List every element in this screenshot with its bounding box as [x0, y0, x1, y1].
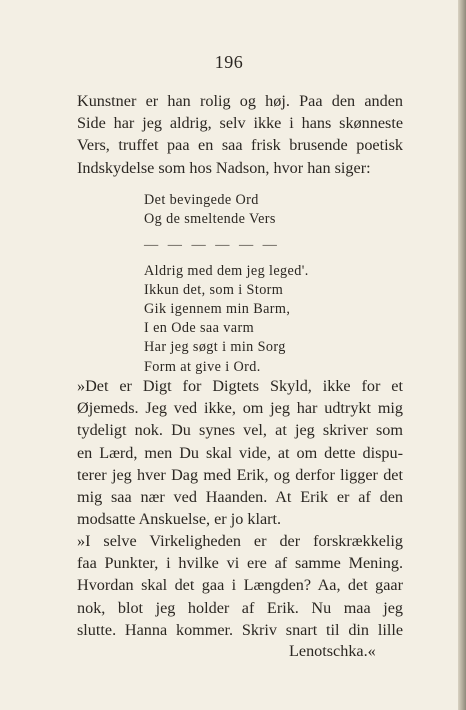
poem-line: Har jeg søgt i min Sorg [144, 339, 286, 356]
text-line: mig saa nær ved Haanden. At Erik er af den [77, 488, 403, 507]
poem-line: I en Ode saa varm [144, 320, 255, 337]
text-line: faa Punkter, i hvilke vi ere af samme Mening. [77, 554, 403, 573]
poem-line: Og de smeltende Vers [144, 211, 276, 228]
text-line: slutte. Hanna kommer. Skriv snart til din lille [77, 620, 403, 639]
poem-line: Form at give i Ord. [144, 358, 261, 375]
signature: Lenotschka.« [289, 642, 376, 660]
poem-line: Aldrig med dem jeg leged'. [144, 262, 309, 279]
poem-line: Gik igennem min Barm, [144, 301, 291, 318]
poem-stanza-1 [144, 191, 309, 229]
text-line: Vers, truffet paa en saa frisk brusende poetisk [77, 136, 403, 155]
text-line: tydeligt nok. Du synes vel, at jeg skriver som [77, 421, 403, 440]
poem-dash-separator: — — — — — — [144, 237, 280, 254]
text-line: modsatte Anskuelse, er jo klart. [77, 510, 282, 529]
poem-line: Ikkun det, som i Storm [144, 281, 284, 298]
poem-line: Det bevingede Ord [144, 192, 259, 208]
text-line: en Lærd, men Du skal vide, at om dette dispu- [77, 443, 403, 462]
text-line: »I selve Virkeligheden er der forskrækkelig [77, 532, 403, 550]
text-line: Side har jeg aldrig, selv ikke i hans skønneste [77, 114, 403, 133]
text-line: nok, blot jeg holder af Erik. Nu maa jeg [77, 598, 403, 617]
page-number: 196 [214, 52, 244, 72]
poem [144, 191, 309, 386]
text-line: Øjemeds. Jeg ved ikke, om jeg har udtrykt mig [77, 399, 403, 418]
text-line: Kunstner er han rolig og høj. Paa den anden [77, 92, 403, 110]
text-line: Hvordan skal det gaa i Længden? Aa, det gaar [77, 576, 403, 595]
text-line: »Det er Digt for Digtets Skyld, ikke for et [77, 377, 403, 395]
paragraph-2 [77, 375, 403, 530]
text-line: terer jeg hver Dag med Erik, og derfor ligger det [77, 465, 403, 484]
paragraph-1 [77, 90, 403, 179]
paragraph-3 [77, 530, 403, 641]
page-edge [458, 0, 466, 710]
text-line: Indskydelse som hos Nadson, hvor han siger: [77, 158, 371, 177]
poem-stanza-2 [144, 262, 309, 377]
